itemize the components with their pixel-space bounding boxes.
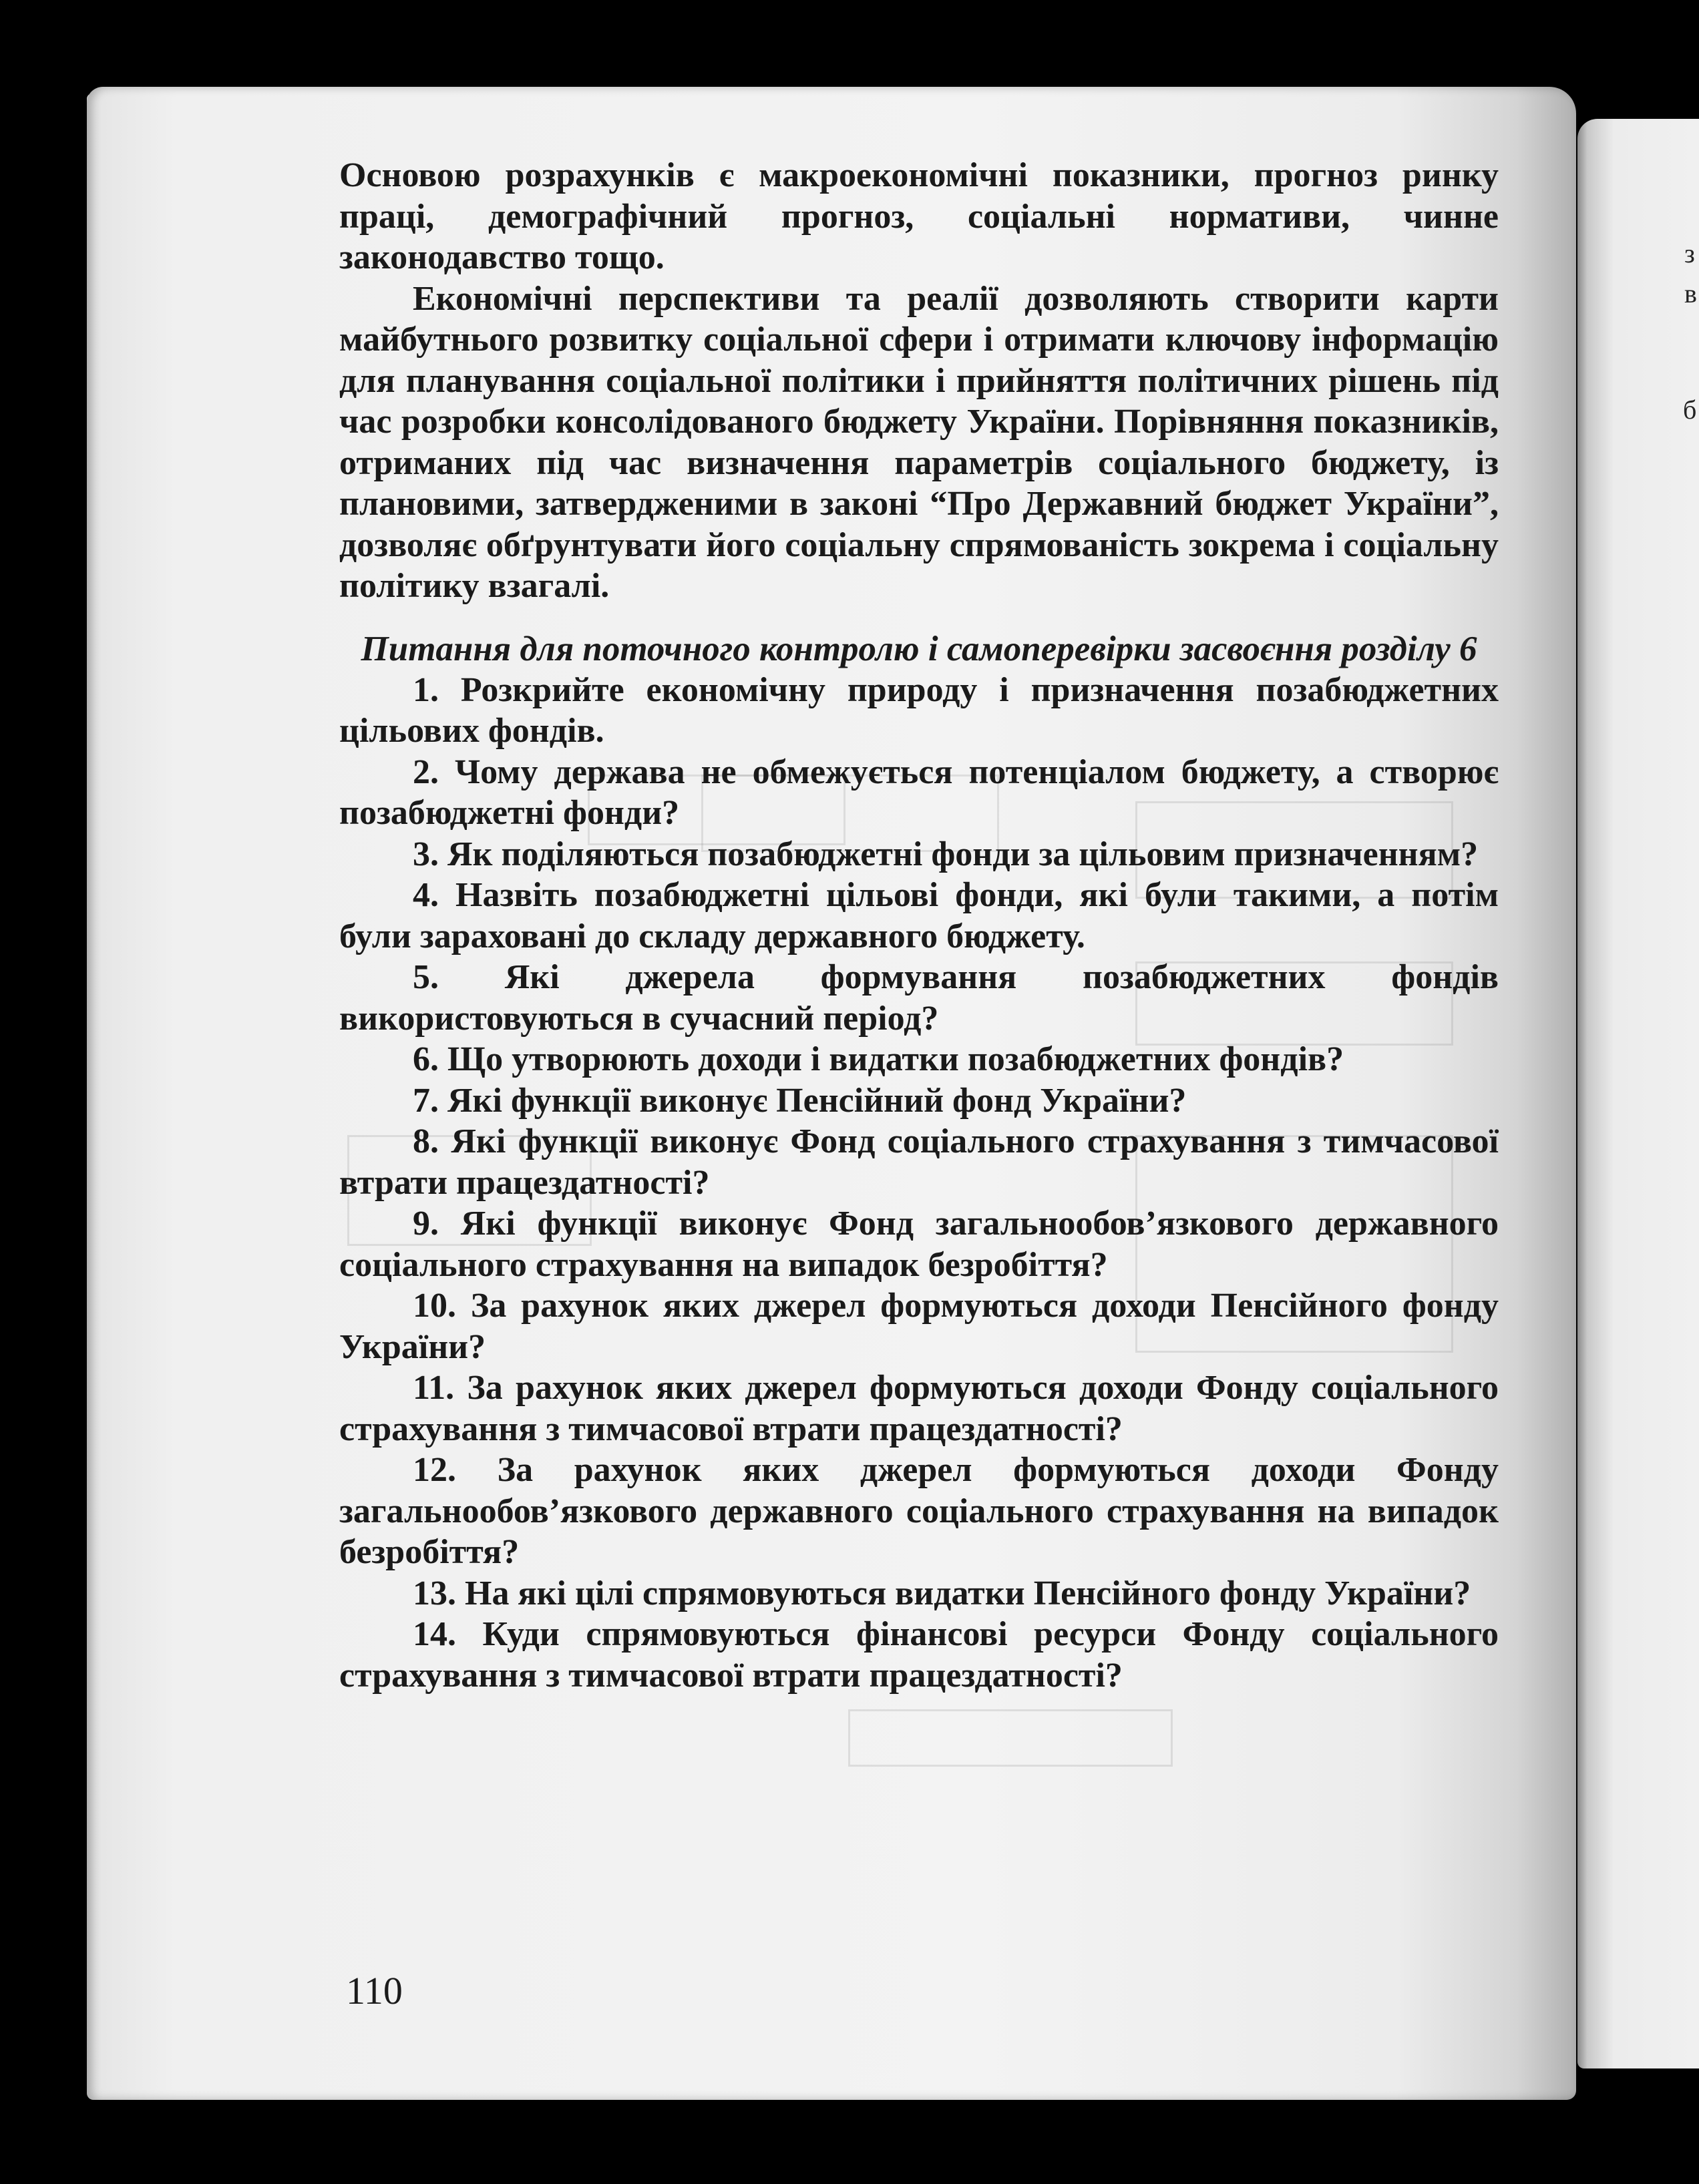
question-item: 11. За рахунок яких джерел формуються доходи Фонду соціального страхування з тимчасової втрати працездатності? bbox=[339, 1369, 1499, 1448]
question-item: 6. Що утворюють доходи і видатки позабюджетних фондів? bbox=[413, 1040, 1344, 1078]
question-item: 13. На які цілі спрямовуються видатки Пенсійного фонду України? bbox=[413, 1574, 1471, 1612]
question-item: 14. Куди спрямовуються фінансові ресурси Фонду соціального страхування з тимчасової втрати працездатності? bbox=[339, 1615, 1499, 1695]
bleed-through-box bbox=[848, 1709, 1173, 1767]
paragraph-1: Основою розрахунків є макроекономічні показники, прогноз ринку праці, демографічний прогноз, соціальні нормативи, чинне законодавство тощо. bbox=[339, 156, 1499, 276]
question-item: 10. За рахунок яких джерел формуються доходи Пенсійного фонду України? bbox=[339, 1287, 1499, 1366]
question-item: 1. Розкрийте економічну природу і призначення позабюджетних цільових фондів. bbox=[339, 670, 1499, 750]
question-item: 12. За рахунок яких джерел формуються доходи Фонду загальнообов’язкового державного соціального страхування на випадок безробіття? bbox=[339, 1451, 1499, 1571]
section-heading: Питання для поточного контролю і самоперевірки засвоєння розділу 6 bbox=[361, 629, 1477, 668]
question-item: 8. Які функції виконує Фонд соціального страхування з тимчасової втрати працездатності? bbox=[339, 1122, 1499, 1202]
question-item: 3. Як поділяються позабюджетні фонди за цільовим призначенням? bbox=[413, 835, 1479, 873]
question-item: 2. Чому держава не обмежується потенціалом бюджету, а створює позабюджетні фонди? bbox=[339, 752, 1499, 832]
page-body bbox=[339, 155, 1499, 1696]
next-page-fragment: з bbox=[1684, 238, 1695, 268]
question-item: 9. Які функції виконує Фонд загальнообов’язкового державного соціального страхування на випадок безробіття? bbox=[339, 1205, 1499, 1284]
question-item: 5. Які джерела формування позабюджетних фондів використовуються в сучасний період? bbox=[339, 958, 1499, 1038]
next-page bbox=[1577, 119, 1699, 2068]
question-item: 7. Які функції виконує Пенсійний фонд України? bbox=[413, 1081, 1187, 1120]
page-number: 110 bbox=[346, 1969, 403, 2012]
paragraph-2: Економічні перспективи та реалії дозволяють створити карти майбутнього розвитку соціальної сфери і отримати ключову інформацію для планування соціальної політики і прийняття політичних рішень під час розробки консолідованого бюджету України. Порівняння показників, отриманих під час визначення параметрів соціального бюджету, із плановими, затвердженими в законі “Про Державний бюджет України”, дозволяє обґрунтувати його соціальну спрямованість зокрема і соціальну політику взагалі. bbox=[339, 279, 1499, 605]
next-page-fragment: в bbox=[1684, 278, 1697, 308]
question-item: 4. Назвіть позабюджетні цільові фонди, які були такими, а потім були зараховані до складу державного бюджету. bbox=[339, 876, 1499, 955]
next-page-fragment: б bbox=[1683, 395, 1697, 425]
